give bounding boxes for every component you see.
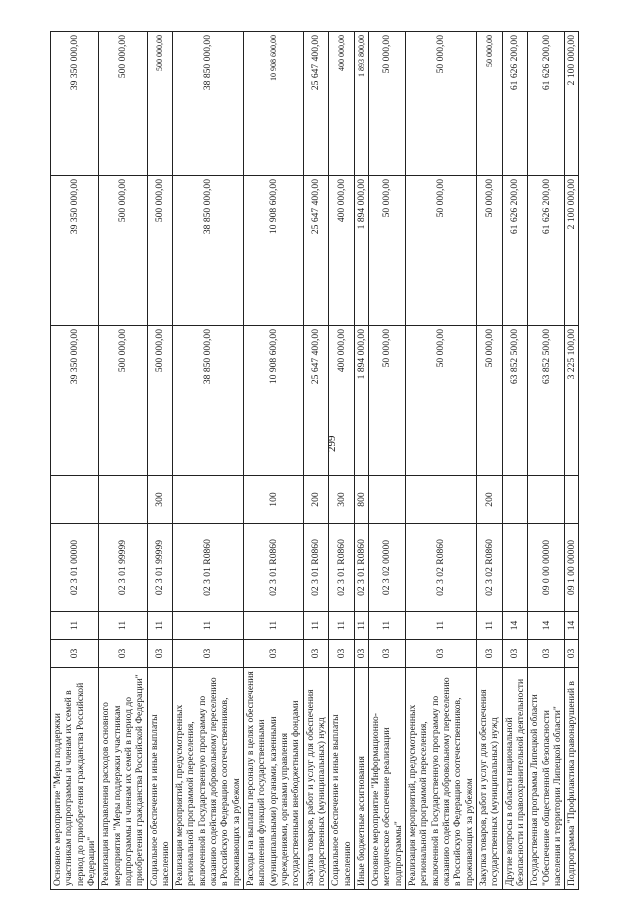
target-article-cell: 02 3 01 99999	[147, 524, 173, 612]
row-name-cell: Закупка товаров, работ и услуг для обеспечения государственных (муниципальных) нужд	[476, 668, 502, 890]
table-row	[565, 32, 579, 890]
row-name-cell: Закупка товаров, работ и услуг для обеспечения государственных (муниципальных) нужд	[303, 668, 329, 890]
budget-table	[50, 31, 579, 890]
section-code-cell: 03	[51, 640, 99, 668]
budget-table-body	[51, 32, 579, 890]
expense-type-cell: 100	[244, 476, 304, 524]
row-name-cell: Государственная программа Липецкой области "Обеспечение общественной безопасности населения и территории Липецкой области"	[528, 668, 565, 890]
row-name-cell: Социальное обеспечение и иные выплаты населению	[147, 668, 173, 890]
subsection-code-cell: 14	[502, 612, 528, 640]
section-code-cell: 03	[528, 640, 565, 668]
section-code-cell: 03	[173, 640, 244, 668]
expense-type-cell	[173, 476, 244, 524]
subsection-code-cell: 11	[244, 612, 304, 640]
section-code-cell: 03	[369, 640, 406, 668]
amount-year2-cell: 500 000,00	[99, 176, 147, 326]
budget-table-sheet	[50, 32, 607, 890]
amount-year3-cell: 1 893 800,00	[354, 32, 368, 176]
row-name-cell: Реализация мероприятий, предусмотренных региональной программой переселения, включенной в Государственную программу по оказанию содействия добровольному переселению в Российскую Федерацию соотечественников, проживающих за рубежом	[406, 668, 477, 890]
amount-year1-cell: 400 000,00	[329, 326, 355, 476]
amount-year1-cell: 500 000,00	[99, 326, 147, 476]
expense-type-cell	[528, 476, 565, 524]
target-article-cell: 02 3 01 R0860	[303, 524, 329, 612]
expense-type-cell	[369, 476, 406, 524]
target-article-cell: 02 3 02 R0860	[476, 524, 502, 612]
table-row	[173, 32, 244, 890]
target-article-cell: 09 0 00 00000	[528, 524, 565, 612]
amount-year2-cell: 50 000,00	[476, 176, 502, 326]
amount-year1-cell: 50 000,00	[406, 326, 477, 476]
subsection-code-cell: 11	[173, 612, 244, 640]
amount-year3-cell: 61 626 200,00	[502, 32, 528, 176]
amount-year3-cell: 61 626 200,00	[528, 32, 565, 176]
row-name-cell: Реализация мероприятий, предусмотренных региональной программой переселения, включенной в Государственную программу по оказанию содействия добровольному переселению в Российскую Федерацию соотечественников, проживающих за рубежом	[173, 668, 244, 890]
section-code-cell: 03	[354, 640, 368, 668]
subsection-code-cell: 11	[406, 612, 477, 640]
target-article-cell: 02 3 02 00000	[369, 524, 406, 612]
expense-type-cell	[406, 476, 477, 524]
amount-year1-cell: 63 852 500,00	[502, 326, 528, 476]
amount-year3-cell: 25 647 400,00	[303, 32, 329, 176]
amount-year3-cell: 50 000,00	[406, 32, 477, 176]
expense-type-cell	[51, 476, 99, 524]
table-row	[369, 32, 406, 890]
expense-type-cell: 800	[354, 476, 368, 524]
amount-year3-cell: 500 000,00	[147, 32, 173, 176]
target-article-cell: 02 3 01 R0860	[244, 524, 304, 612]
row-name-cell: Иные бюджетные ассигнования	[354, 668, 368, 890]
amount-year3-cell: 2 100 000,00	[565, 32, 579, 176]
amount-year2-cell: 25 647 400,00	[303, 176, 329, 326]
section-code-cell: 03	[565, 640, 579, 668]
section-code-cell: 03	[502, 640, 528, 668]
table-row	[406, 32, 477, 890]
amount-year3-cell: 10 908 600,00	[244, 32, 304, 176]
target-article-cell: 02 3 01 00000	[51, 524, 99, 612]
amount-year1-cell: 39 350 000,00	[51, 326, 99, 476]
amount-year3-cell: 400 000,00	[329, 32, 355, 176]
expense-type-cell: 200	[476, 476, 502, 524]
target-article-cell: 02 3 01 R0860	[329, 524, 355, 612]
row-name-cell: Подпрограмма "Профилактика правонарушений в	[565, 668, 579, 890]
row-name-cell: Другие вопросы в области национальной безопасности и правоохранительной деятельности	[502, 668, 528, 890]
expense-type-cell: 300	[329, 476, 355, 524]
row-name-cell: Расходы на выплаты персоналу в целях обеспечения выполнения функций государственными (муниципальными) органами, казенными учреждениями, органами управления государственными внебюджетными фондами	[244, 668, 304, 890]
amount-year1-cell: 500 000,00	[147, 326, 173, 476]
amount-year2-cell: 61 626 200,00	[502, 176, 528, 326]
table-row	[528, 32, 565, 890]
target-article-cell: 02 3 01 99999	[99, 524, 147, 612]
subsection-code-cell: 11	[369, 612, 406, 640]
row-name-cell: Основное мероприятие "Информационно-методическое обеспечение реализации подпрограммы"	[369, 668, 406, 890]
amount-year3-cell: 50 000,00	[369, 32, 406, 176]
subsection-code-cell: 11	[51, 612, 99, 640]
subsection-code-cell: 11	[147, 612, 173, 640]
target-article-cell: 09 1 00 00000	[565, 524, 579, 612]
amount-year1-cell: 3 225 100,00	[565, 326, 579, 476]
section-code-cell: 03	[303, 640, 329, 668]
amount-year2-cell: 1 894 000,00	[354, 176, 368, 326]
amount-year2-cell: 50 000,00	[406, 176, 477, 326]
amount-year1-cell: 50 000,00	[476, 326, 502, 476]
target-article-cell	[502, 524, 528, 612]
amount-year2-cell: 2 100 000,00	[565, 176, 579, 326]
section-code-cell: 03	[244, 640, 304, 668]
section-code-cell: 03	[99, 640, 147, 668]
target-article-cell: 02 3 01 R0860	[173, 524, 244, 612]
section-code-cell: 03	[406, 640, 477, 668]
target-article-cell: 02 3 01 R0860	[354, 524, 368, 612]
subsection-code-cell: 14	[528, 612, 565, 640]
amount-year3-cell: 50 000,00	[476, 32, 502, 176]
subsection-code-cell: 11	[354, 612, 368, 640]
amount-year2-cell: 400 000,00	[329, 176, 355, 326]
amount-year2-cell: 500 000,00	[147, 176, 173, 326]
page-number: 299	[326, 435, 338, 452]
amount-year2-cell: 61 626 200,00	[528, 176, 565, 326]
row-name-cell: Основное мероприятие "Меры поддержки участникам подпрограммы и членам их семей в период до приобретения гражданства Российской Федерации"	[51, 668, 99, 890]
amount-year1-cell: 50 000,00	[369, 326, 406, 476]
target-article-cell: 02 3 02 R0860	[406, 524, 477, 612]
amount-year1-cell: 10 908 600,00	[244, 326, 304, 476]
subsection-code-cell: 11	[303, 612, 329, 640]
amount-year1-cell: 1 894 000,00	[354, 326, 368, 476]
amount-year3-cell: 39 350 000,00	[51, 32, 99, 176]
amount-year2-cell: 39 350 000,00	[51, 176, 99, 326]
amount-year2-cell: 10 908 600,00	[244, 176, 304, 326]
table-row	[329, 32, 355, 890]
subsection-code-cell: 14	[565, 612, 579, 640]
expense-type-cell: 200	[303, 476, 329, 524]
row-name-cell: Реализация направления расходов основного мероприятия "Меры поддержки участникам подпрограммы и членам их семей в период до приобретения гражданства Российской Федерации"	[99, 668, 147, 890]
subsection-code-cell: 11	[329, 612, 355, 640]
section-code-cell: 03	[476, 640, 502, 668]
amount-year3-cell: 38 850 000,00	[173, 32, 244, 176]
table-row	[99, 32, 147, 890]
amount-year1-cell: 38 850 000,00	[173, 326, 244, 476]
table-row	[244, 32, 304, 890]
table-row	[354, 32, 368, 890]
section-code-cell: 03	[329, 640, 355, 668]
table-row	[147, 32, 173, 890]
amount-year1-cell: 63 852 500,00	[528, 326, 565, 476]
subsection-code-cell: 11	[99, 612, 147, 640]
amount-year3-cell: 500 000,00	[99, 32, 147, 176]
table-row	[51, 32, 99, 890]
section-code-cell: 03	[147, 640, 173, 668]
expense-type-cell	[502, 476, 528, 524]
table-row	[303, 32, 329, 890]
row-name-cell: Социальное обеспечение и иные выплаты населению	[329, 668, 355, 890]
amount-year2-cell: 50 000,00	[369, 176, 406, 326]
expense-type-cell	[99, 476, 147, 524]
subsection-code-cell: 11	[476, 612, 502, 640]
amount-year1-cell: 25 647 400,00	[303, 326, 329, 476]
expense-type-cell: 300	[147, 476, 173, 524]
table-row	[502, 32, 528, 890]
amount-year2-cell: 38 850 000,00	[173, 176, 244, 326]
expense-type-cell	[565, 476, 579, 524]
table-row	[476, 32, 502, 890]
